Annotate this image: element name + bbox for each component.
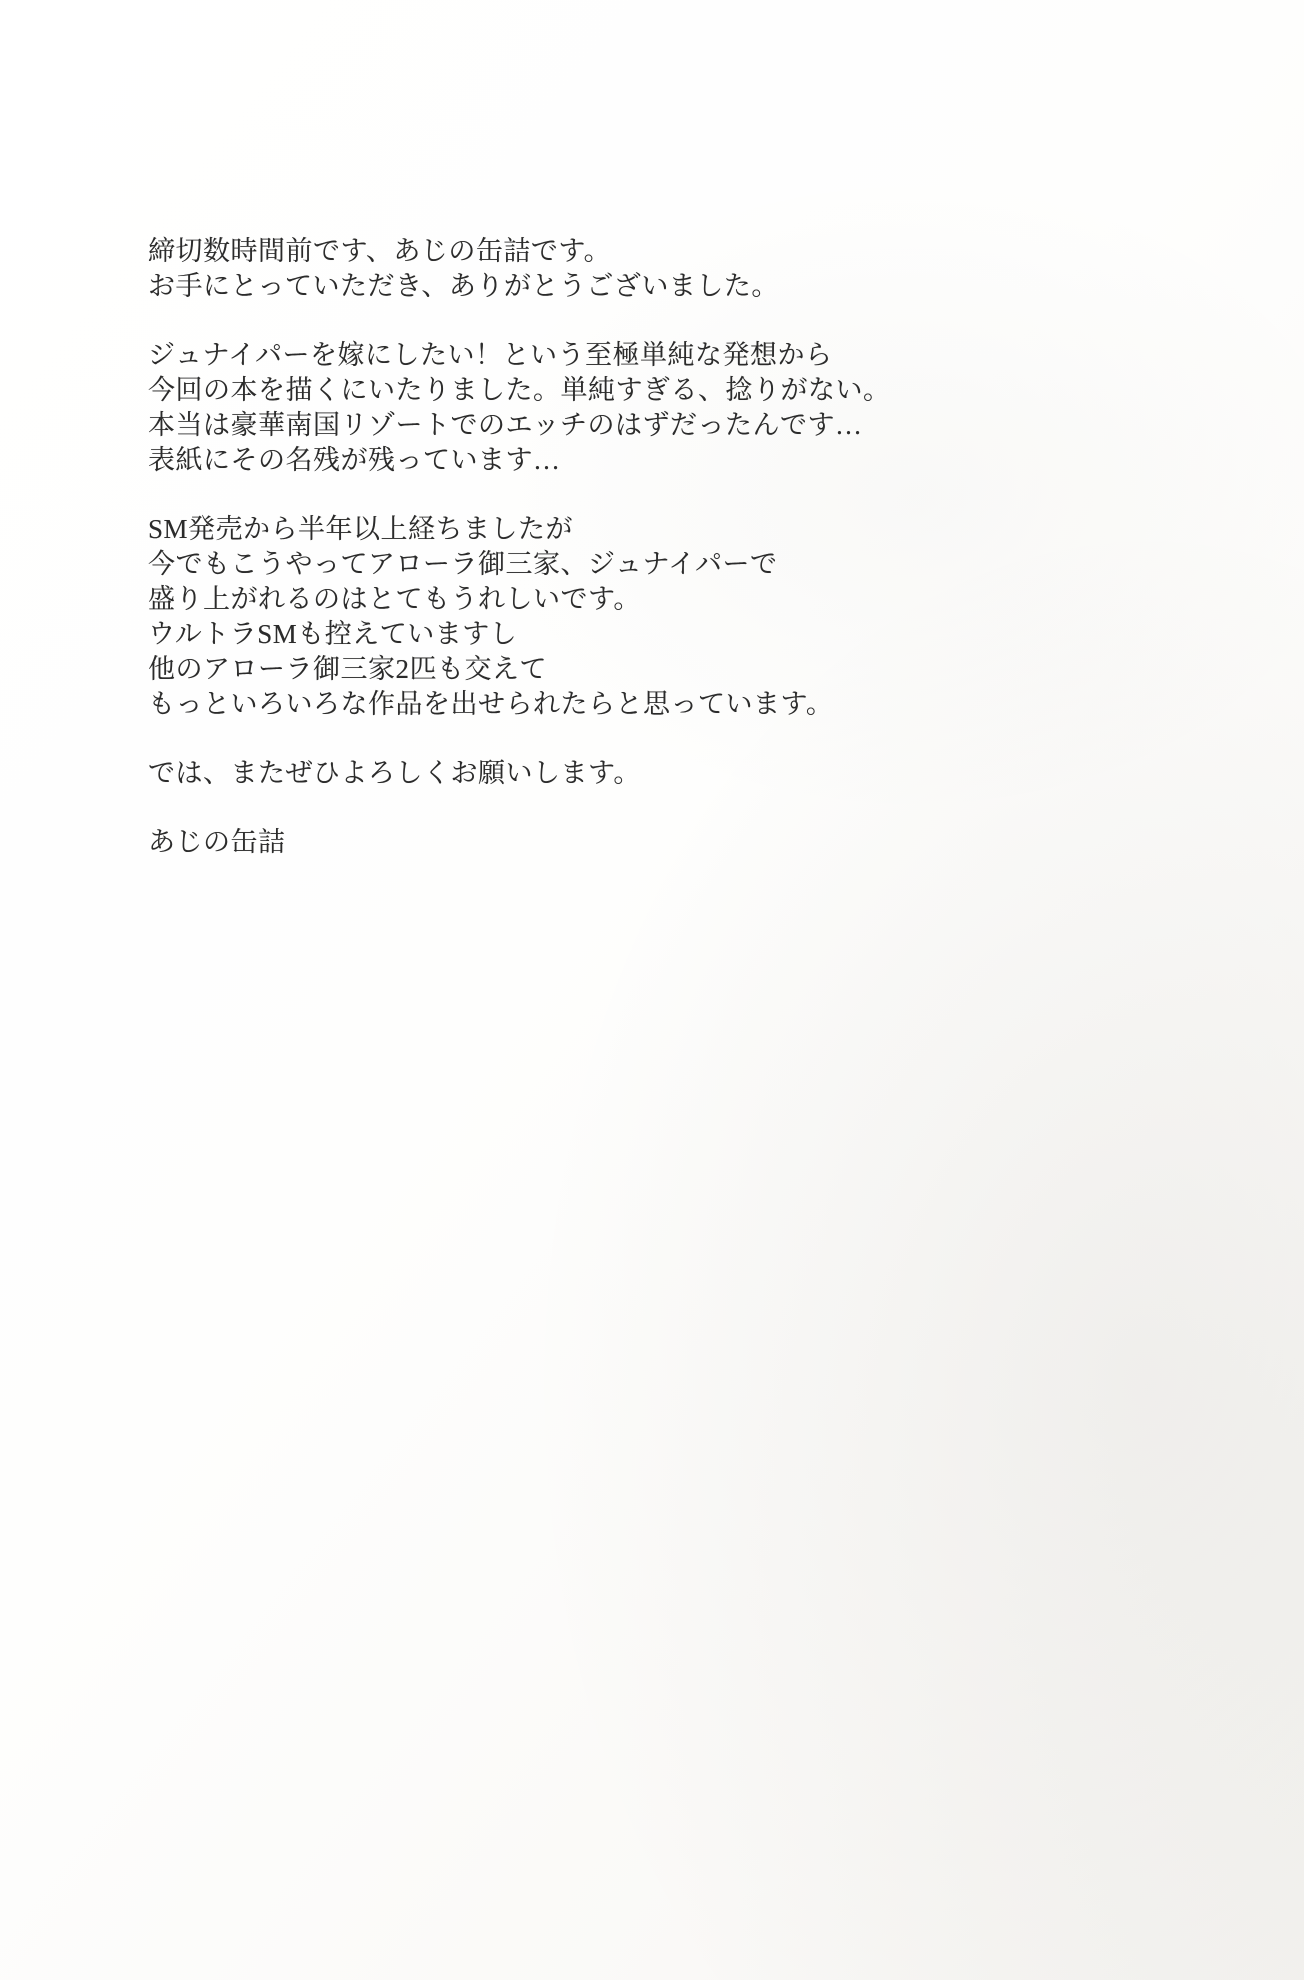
paragraph-reflection <box>148 512 908 722</box>
text-line: SM発売から半年以上経ちましたが <box>148 514 574 544</box>
text-line: 表紙にその名残が残っています… <box>148 445 561 475</box>
text-line: 他のアローラ御三家2匹も交えて <box>148 654 547 684</box>
text-line: 締切数時間前です、あじの缶詰です。 <box>148 236 612 266</box>
text-line: 盛り上がれるのはとてもうれしいです。 <box>148 584 641 614</box>
text-line: ジュナイパーを嫁にしたい！という至極単純な発想から <box>148 340 833 370</box>
text-line: では、またぜひよろしくお願いします。 <box>148 758 641 788</box>
afterword-text-block <box>148 234 908 894</box>
text-line: もっといろいろな作品を出せられたらと思っています。 <box>148 689 834 719</box>
paragraph-concept <box>148 338 908 478</box>
text-line: あじの缶詰 <box>148 827 286 857</box>
text-line: お手にとっていただき、ありがとうございました。 <box>148 271 779 301</box>
text-line: 今回の本を描くにいたりました。単純すぎる、捻りがない。 <box>148 375 891 405</box>
paragraph-closing <box>148 756 908 791</box>
text-line: 本当は豪華南国リゾートでのエッチのはずだったんです… <box>148 410 863 440</box>
text-line: ウルトラSMも控えていますし <box>148 619 518 649</box>
author-signature <box>148 825 908 860</box>
paragraph-greeting <box>148 234 908 304</box>
text-line: 今でもこうやってアローラ御三家、ジュナイパーで <box>148 549 778 579</box>
